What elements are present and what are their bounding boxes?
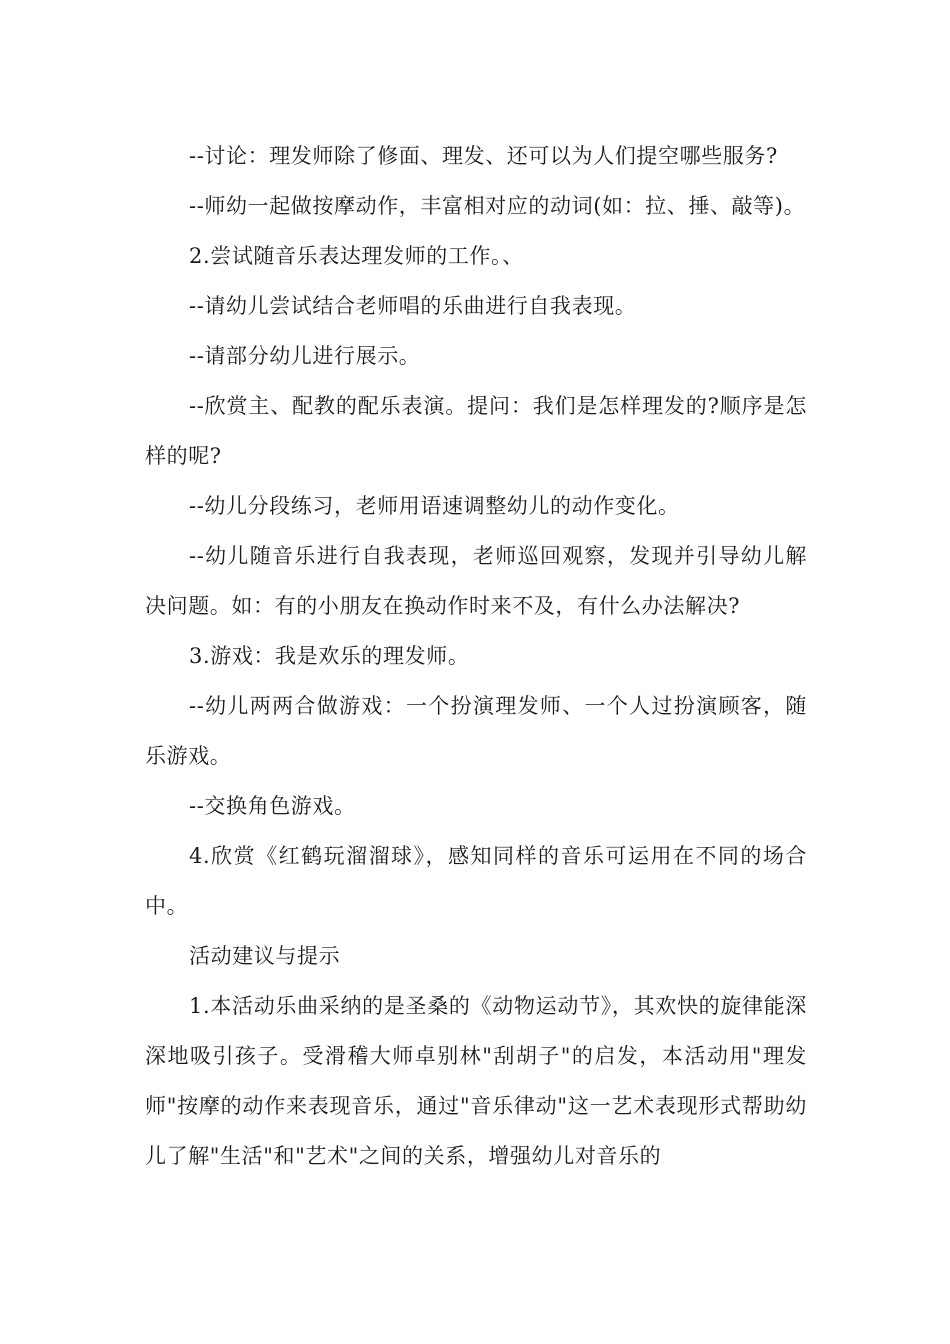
section-heading-tips: 活动建议与提示	[189, 944, 341, 968]
paragraph-performance-question: --欣赏主、配教的配乐表演。提问：我们是怎样理发的?顺序是怎样的呢?	[145, 394, 807, 468]
paragraph-observe-guide: --幼儿随音乐进行自我表现，老师巡回观察，发现并引导幼儿解决问题。如：有的小朋友在换动作时来不及，有什么办法解决?	[145, 544, 807, 618]
document-body	[145, 131, 807, 1181]
paragraph-step-2-heading: 2.尝试随音乐表达理发师的工作。、	[189, 244, 524, 268]
paragraph-pair-game: --幼儿两两合做游戏：一个扮演理发师、一个人过扮演顾客，随乐游戏。	[145, 694, 807, 768]
paragraph-discussion: --讨论：理发师除了修面、理发、还可以为人们提空哪些服务?	[189, 144, 778, 168]
paragraph-swap-roles: --交换角色游戏。	[189, 794, 356, 818]
paragraph-tip-1: 1.本活动乐曲采纳的是圣桑的《动物运动节》，其欢快的旋律能深深地吸引孩子。受滑稽大师卓别林"刮胡子"的启发，本活动用"理发师"按摩的动作来表现音乐，通过"音乐律动"这一艺术表现形式帮助幼儿了解"生活"和"艺术"之间的关系，增强幼儿对音乐的	[145, 994, 807, 1168]
paragraph-massage-actions: --师幼一起做按摩动作，丰富相对应的动词(如：拉、捶、敲等)。	[189, 194, 806, 218]
paragraph-segment-practice: --幼儿分段练习，老师用语速调整幼儿的动作变化。	[189, 494, 680, 518]
paragraph-step-3-heading: 3.游戏：我是欢乐的理发师。	[189, 644, 470, 668]
paragraph-show: --请部分幼儿进行展示。	[189, 344, 421, 368]
paragraph-self-expression: --请幼儿尝试结合老师唱的乐曲进行自我表现。	[189, 294, 637, 318]
paragraph-step-4-heading: 4.欣赏《红鹤玩溜溜球》，感知同样的音乐可运用在不同的场合中。	[145, 844, 807, 918]
